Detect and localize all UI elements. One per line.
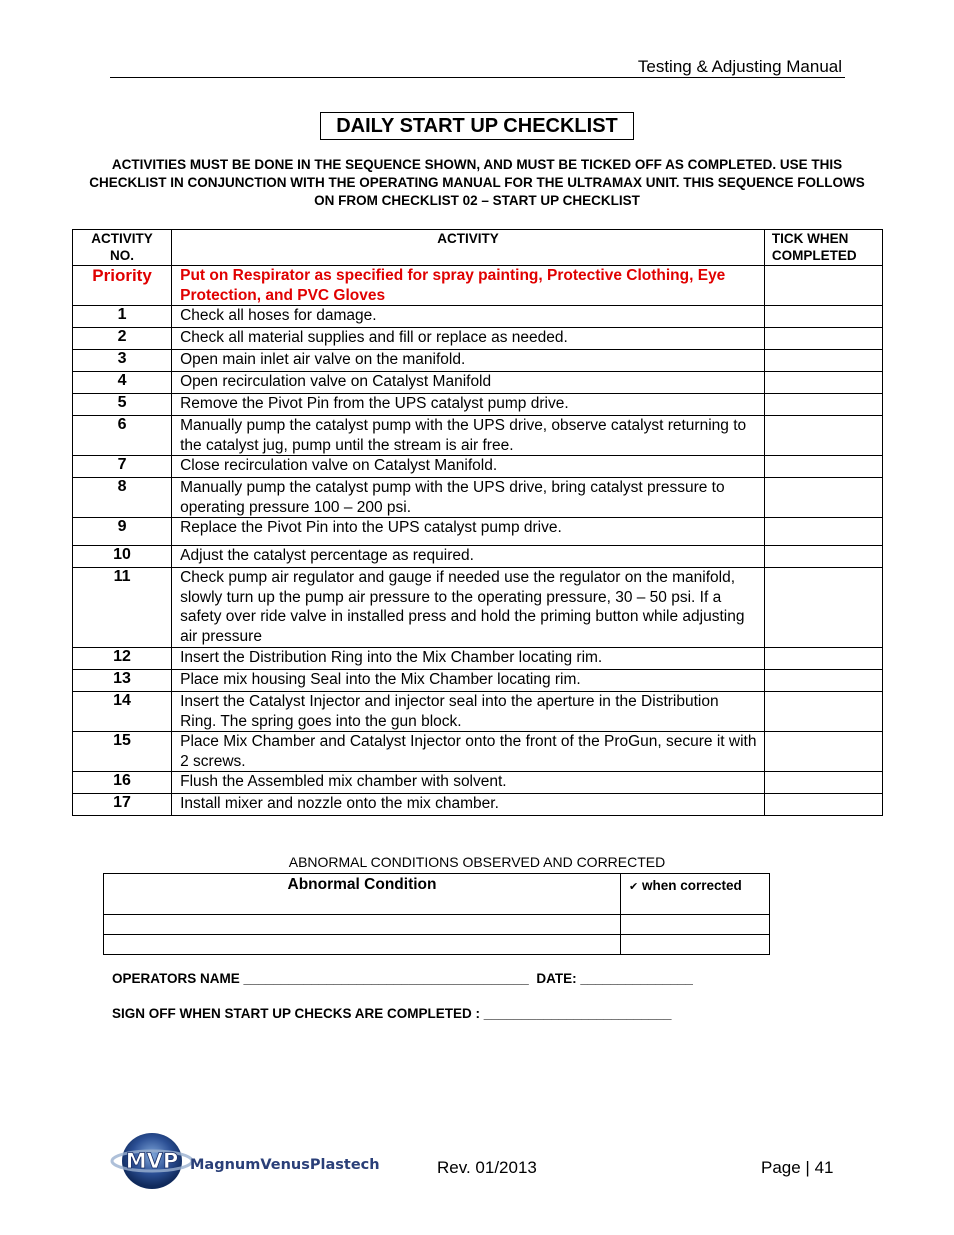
abnormal-condition-cell[interactable] [104,935,621,955]
abnormal-row [104,935,770,955]
checklist-row [73,772,883,794]
tick-cell[interactable] [764,372,882,394]
activity-number: 16 [73,772,172,794]
priority-text: Put on Respirator as specified for spray painting, Protective Clothing, Eye Protection, and PVC Gloves [172,266,765,306]
checklist-header-row [73,230,883,266]
activity-number: 3 [73,350,172,372]
col-header-activity: ACTIVITY [172,230,765,266]
revision-label: Rev. 01/2013 [437,1158,537,1177]
tick-cell[interactable] [764,456,882,478]
activity-number: 7 [73,456,172,478]
checklist-row [73,648,883,670]
logo-badge-text: MVP [125,1149,179,1173]
activity-text: Manually pump the catalyst pump with the UPS drive, bring catalyst pressure to operating pressure 100 – 200 psi. [172,478,765,518]
manual-title: Testing & Adjusting Manual [637,57,842,76]
abnormal-row [104,915,770,935]
tick-cell[interactable] [764,648,882,670]
checklist-table [72,229,883,816]
tick-cell[interactable] [764,670,882,692]
tick-cell[interactable] [764,266,882,306]
activity-text: Manually pump the catalyst pump with the UPS drive, observe catalyst returning to the catalyst jug, pump until the stream is air free. [172,416,765,456]
tick-cell[interactable] [764,794,882,816]
when-corrected-label: when corrected [641,878,742,893]
checklist-row [73,478,883,518]
tick-cell[interactable] [764,328,882,350]
checklist-row [73,794,883,816]
operator-name-date-line[interactable]: OPERATORS NAME ______________________________________ DATE: _______________ [112,971,693,986]
checklist-row [73,692,883,732]
corrected-cell[interactable] [621,915,770,935]
activity-number: 2 [73,328,172,350]
activity-text: Check pump air regulator and gauge if needed use the regulator on the manifold, slowly turn up the pump air pressure to the operating pressure, 30 – 50 psi. If a safety over ride valve in installed press and hold the priming button while adjusting air pressure [172,568,765,648]
activity-text: Replace the Pivot Pin into the UPS catalyst pump drive. [172,518,765,546]
activity-text: Insert the Distribution Ring into the Mix Chamber locating rim. [172,648,765,670]
checklist-row [73,518,883,546]
col-header-tick: TICK WHEN COMPLETED [764,230,882,266]
abnormal-header-row [104,874,770,915]
intro-instructions: ACTIVITIES MUST BE DONE IN THE SEQUENCE SHOWN, AND MUST BE TICKED OFF AS COMPLETED. USE THIS CHECKLIST IN CONJUNCTION WITH THE OPERATING MANUAL FOR THE ULTRAMAX UNIT. THIS SEQUENCE FOLLOWS ON FROM CHECKLIST 02 – START UP CHECKLIST [89,157,865,208]
tick-cell[interactable] [764,518,882,546]
tick-cell[interactable] [764,692,882,732]
col-header-activity-no: ACTIVITY NO. [73,230,172,266]
activity-number: 17 [73,794,172,816]
tick-cell[interactable] [764,546,882,568]
tick-cell[interactable] [764,732,882,772]
checkmark-icon: ✔ [629,880,639,893]
checklist-row [73,394,883,416]
activity-number: 5 [73,394,172,416]
abnormal-condition-cell[interactable] [104,915,621,935]
col-header-abnormal-condition: Abnormal Condition [104,874,621,915]
activity-text: Adjust the catalyst percentage as required. [172,546,765,568]
activity-number: 8 [73,478,172,518]
activity-text: Open recirculation valve on Catalyst Manifold [172,372,765,394]
activity-text: Check all material supplies and fill or replace as needed. [172,328,765,350]
activity-text: Insert the Catalyst Injector and injector seal into the aperture in the Distribution Ring. The spring goes into the gun block. [172,692,765,732]
activity-number: 12 [73,648,172,670]
checklist-row [73,306,883,328]
abnormal-conditions-table [103,873,770,955]
checklist-row [73,546,883,568]
corrected-cell[interactable] [621,935,770,955]
tick-cell[interactable] [764,306,882,328]
activity-text: Close recirculation valve on Catalyst Manifold. [172,456,765,478]
activity-number: 15 [73,732,172,772]
activity-number: 11 [73,568,172,648]
tick-cell[interactable] [764,416,882,456]
activity-text: Install mixer and nozzle onto the mix chamber. [172,794,765,816]
checklist-row [73,456,883,478]
tick-cell[interactable] [764,568,882,648]
checklist-row [73,328,883,350]
priority-label: Priority [73,266,172,306]
activity-number: 10 [73,546,172,568]
activity-text: Place mix housing Seal into the Mix Chamber locating rim. [172,670,765,692]
activity-number: 14 [73,692,172,732]
tick-cell[interactable] [764,350,882,372]
activity-number: 1 [73,306,172,328]
logo-wordmark: MagnumVenusPlastech [190,1157,380,1173]
checklist-row [73,670,883,692]
header-rule [110,77,845,78]
page-title: DAILY START UP CHECKLIST [320,112,634,140]
checklist-row [73,350,883,372]
tick-cell[interactable] [764,772,882,794]
company-logo [110,1128,400,1192]
activity-number: 13 [73,670,172,692]
abnormal-caption: ABNORMAL CONDITIONS OBSERVED AND CORRECTED [288,854,666,870]
activity-number: 6 [73,416,172,456]
checklist-row [73,732,883,772]
checklist-row [73,568,883,648]
checklist-row [73,416,883,456]
activity-text: Place Mix Chamber and Catalyst Injector onto the front of the ProGun, secure it with 2 screws. [172,732,765,772]
activity-text: Open main inlet air valve on the manifold. [172,350,765,372]
tick-cell[interactable] [764,394,882,416]
activity-number: 4 [73,372,172,394]
page-number: Page | 41 [761,1158,834,1177]
checklist-row [73,372,883,394]
tick-cell[interactable] [764,478,882,518]
activity-text: Check all hoses for damage. [172,306,765,328]
activity-text: Remove the Pivot Pin from the UPS catalyst pump drive. [172,394,765,416]
signoff-line[interactable]: SIGN OFF WHEN START UP CHECKS ARE COMPLETED : _________________________ [112,1006,672,1021]
activity-number: 9 [73,518,172,546]
col-header-when-corrected [621,874,770,915]
priority-row [73,266,883,306]
activity-text: Flush the Assembled mix chamber with solvent. [172,772,765,794]
